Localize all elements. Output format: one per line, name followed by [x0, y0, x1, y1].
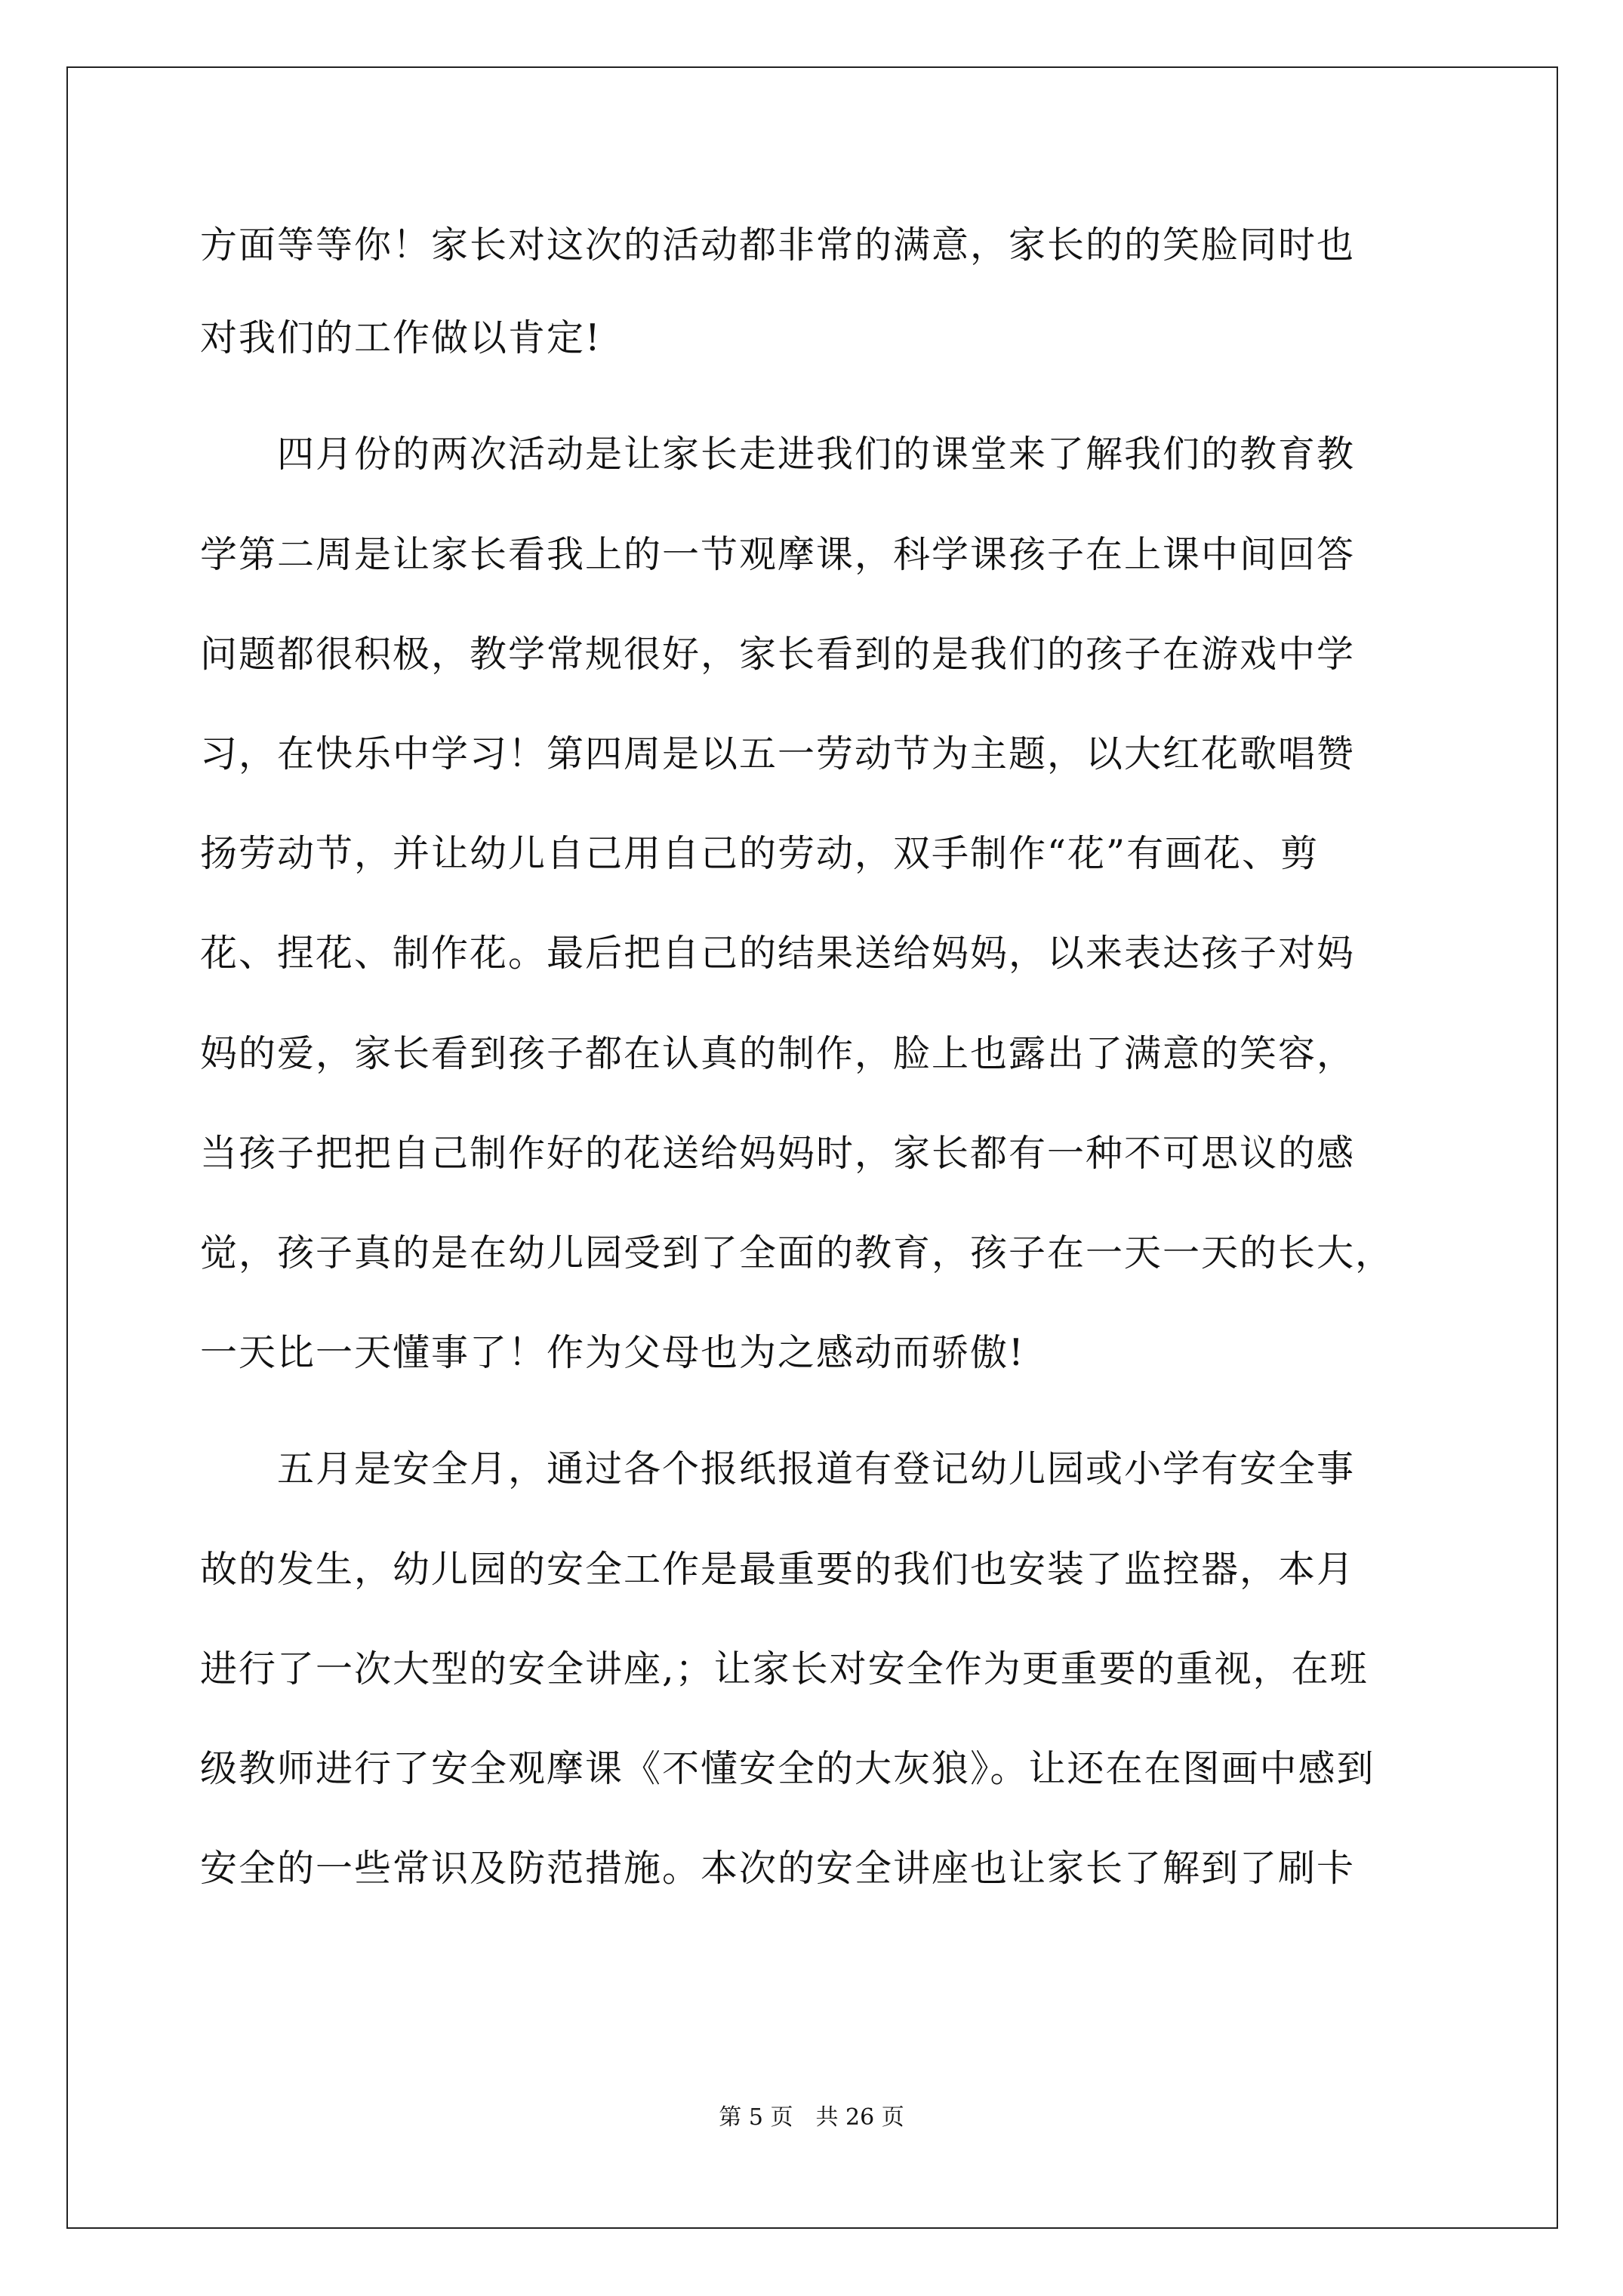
- text-line: 方面等等你！家长对这次的活动都非常的满意，家长的的笑脸同时也: [200, 223, 1356, 267]
- page-number-footer: 第 5 页 共 26 页: [719, 2104, 904, 2131]
- text-line: 扬劳动节，并让幼儿自己用自己的劳动，双手制作“花”有画花、剪: [200, 832, 1320, 875]
- text-line: 觉，孩子真的是在幼儿园受到了全面的教育，孩子在一天一天的长大，: [200, 1231, 1394, 1274]
- text-line: 习，在快乐中学习！第四周是以五一劳动节为主题，以大红花歌唱赞: [200, 732, 1356, 775]
- text-line: 对我们的工作做以肯定!: [200, 316, 602, 359]
- text-line: 级教师进行了安全观摩课《不懂安全的大灰狼》。让还在在图画中感到: [200, 1747, 1375, 1790]
- text-line: 安全的一些常识及防范措施。本次的安全讲座也让家长了解到了刷卡: [200, 1847, 1356, 1890]
- text-line: 问题都很积极，教学常规很好，家长看到的是我们的孩子在游戏中学: [200, 633, 1356, 676]
- text-line: 当孩子把把自己制作好的花送给妈妈时，家长都有一种不可思议的感: [200, 1132, 1356, 1175]
- text-line: 四月份的两次活动是让家长走进我们的课堂来了解我们的教育教: [200, 433, 1356, 476]
- text-line: 一天比一天懂事了！作为父母也为之感动而骄傲!: [200, 1331, 1025, 1374]
- text-line: 进行了一次大型的安全讲座,；让家长对安全作为更重要的重视，在班: [200, 1647, 1369, 1690]
- text-line: 花、捏花、制作花。最后把自己的结果送给妈妈，以来表达孩子对妈: [200, 932, 1356, 975]
- text-line: 妈的爱，家长看到孩子都在认真的制作，脸上也露出了满意的笑容，: [200, 1032, 1356, 1075]
- text-line: 故的发生，幼儿园的安全工作是最重要的我们也安装了监控器，本月: [200, 1548, 1356, 1591]
- text-line: 五月是安全月，通过各个报纸报道有登记幼儿园或小学有安全事: [200, 1447, 1356, 1490]
- text-line: 学第二周是让家长看我上的一节观摩课，科学课孩子在上课中间回答: [200, 533, 1356, 576]
